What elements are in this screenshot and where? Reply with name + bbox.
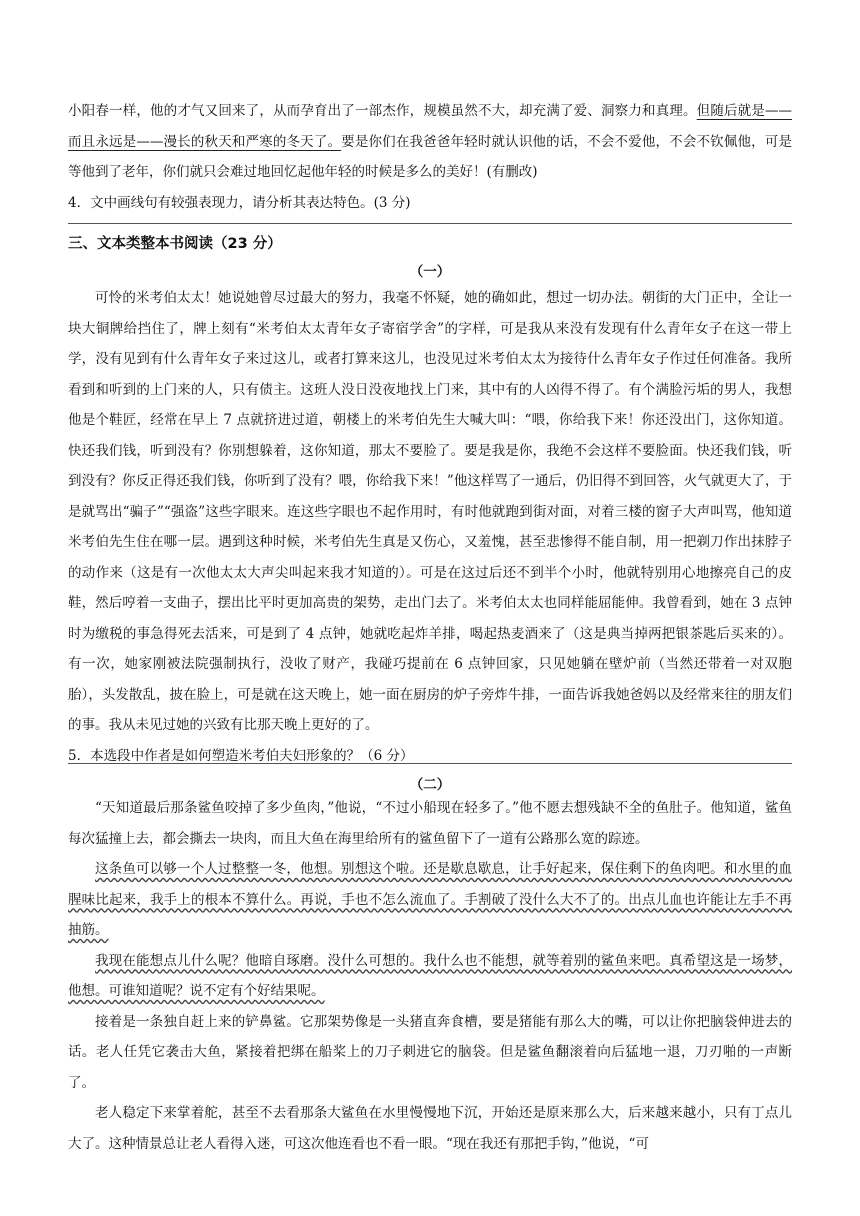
part-two-title: （二） [409, 777, 451, 793]
top-passage [68, 96, 792, 188]
divider [68, 223, 792, 224]
part-one-block [68, 283, 792, 771]
part-two-paragraph-5: 老人稳定下来掌着舵，甚至不去看那条大鲨鱼在水里慢慢地下沉，开始还是原来那么大，后来越来越小，只有丁点儿大了。这种情景总让老人看得入迷，可这次他连看也不看一眼。“现在我还有那把手钩，”他说，“可 [68, 1105, 792, 1152]
divider [68, 763, 792, 764]
underlined-sentence: 但随后就是——而且永远是——漫长的秋天和严寒的冬天了。 [68, 103, 793, 150]
wavy-underlined-text: 我现在能想点儿什么呢？他暗自琢磨。没什么可想的。我什么也不能想，就等着别的鲨鱼来吧。真希望这是一场梦，他想。可谁知道呢？说不定有个好结果呢。 [68, 952, 792, 999]
part-one-passage: 可怜的米考伯太太！她说她曾尽过最大的努力，我毫不怀疑，她的确如此，想过一切办法。朝街的大门正中，全让一块大铜牌给挡住了，牌上刻有“米考伯太太青年女子寄宿学舍”的字样，可是我从来没有发现有什么青年女子在这一带上学，没有见到有什么青年女子来过这儿，或者打算来这儿，也没见过米考伯太太为接待什么青年女子作过任何准备。我所看到和听到的上门来的人，只有债主。这班人没日没夜地找上门来，其中有的人凶得不得了。有个满脸污垢的男人，我想他是个鞋匠，经常在早上 7 点就挤进过道，朝楼上的米考伯先生大喊大叫：“喂，你给我下来！你还没出门，这你知道。快还我们钱，听到没有？你别想躲着，这你知道，那太不要脸了。要是我是你，我绝不会这样不要脸面。快还我们钱，听到没有？你反正得还我们钱，你听到了没有？喂，你给我下来！”他这样骂了一通后，仍旧得不到回答，火气就更大了，于是就骂出“骗子”“强盗”这些字眼来。连这些字眼也不起作用时，有时他就跑到街对面，对着三楼的窗子大声叫骂，他知道米考伯先生住在哪一层。遇到这种时候，米考伯先生真是又伤心，又羞愧，甚至悲惨得不能自制，用一把剃刀作出抹脖子的动作来（这是有一次他太太大声尖叫起来我才知道的）。可是在这过后还不到半个小时，他就特别用心地擦亮自己的皮鞋，然后哼着一支曲子，摆出比平时更加高贵的架势，走出门去了。米考伯太太也同样能屈能伸。我曾看到，她在 3 点钟时为缴税的事急得死去活来，可是到了 4 点钟，她就吃起炸羊排，喝起热麦酒来了（这是典当掉两把银茶匙后买来的）。有一次，她家刚被法院强制执行，没收了财产，我碰巧提前在 6 点钟回家，只见她躺在壁炉前（当然还带着一对双胞胎），头发散乱，披在脸上，可是就在这天晚上，她一面在厨房的炉子旁炸牛排，一面告诉我她爸妈以及经常来往的朋友们的事。我从未见过她的兴致有比那天晚上更好的了。 [68, 290, 792, 733]
question-4: 4．文中画线句有较强表现力，请分析其表达特色。(3 分) [68, 194, 411, 211]
question-5: 5．本选段中作者是如何塑造米考伯夫妇形象的？（6 分） [68, 747, 414, 764]
top-passage-end: 要是你们在我爸爸年轻时就认识他的话，不会不爱他，不会不钦佩他，可是等他到了老年，你们就只会难过地回忆起他年轻的时候是多么的美好！(有删改) [68, 133, 793, 180]
part-two-paragraph-3 [68, 946, 792, 1007]
section-title: 三、文本类整本书阅读（23 分） [68, 236, 282, 252]
part-two-block [68, 793, 792, 1159]
top-passage-start: 小阳春一样，他的才气又回来了，从而孕育出了一部杰作，规模虽然不大，却充满了爱、洞察力和真理。 [68, 103, 697, 119]
part-two-paragraph-1: “天知道最后那条鲨鱼咬掉了多少鱼肉，”他说，“不过小船现在轻多了。”他不愿去想残缺不全的鱼肚子。他知道，鲨鱼每次猛撞上去，都会撕去一块肉，而且大鱼在海里给所有的鲨鱼留下了一道有公路那么宽的踪迹。 [68, 800, 792, 847]
wavy-underlined-text: 这条鱼可以够一个人过整整一冬，他想。别想这个啦。还是歇息歇息，让手好起来，保住剩下的鱼肉吧。和水里的血腥味比起来，我手上的根本不算什么。再说，手也不怎么流血了。手割破了没什么大不了的。出点儿血也许能让左手不再抽筋。 [68, 861, 792, 938]
top-passage-block [68, 96, 792, 218]
part-one-title: （一） [409, 264, 451, 280]
part-two-paragraph-4: 接着是一条独自赶上来的铲鼻鲨。它那架势像是一头猪直奔食槽，要是猪能有那么大的嘴，可以让你把脑袋伸进去的话。老人任凭它袭击大鱼，紧接着把绑在船桨上的刀子刺进它的脑袋。但是鲨鱼翻滚着向后猛地一退，刀刃啪的一声断了。 [68, 1013, 792, 1091]
part-two-paragraph-2 [68, 854, 792, 946]
